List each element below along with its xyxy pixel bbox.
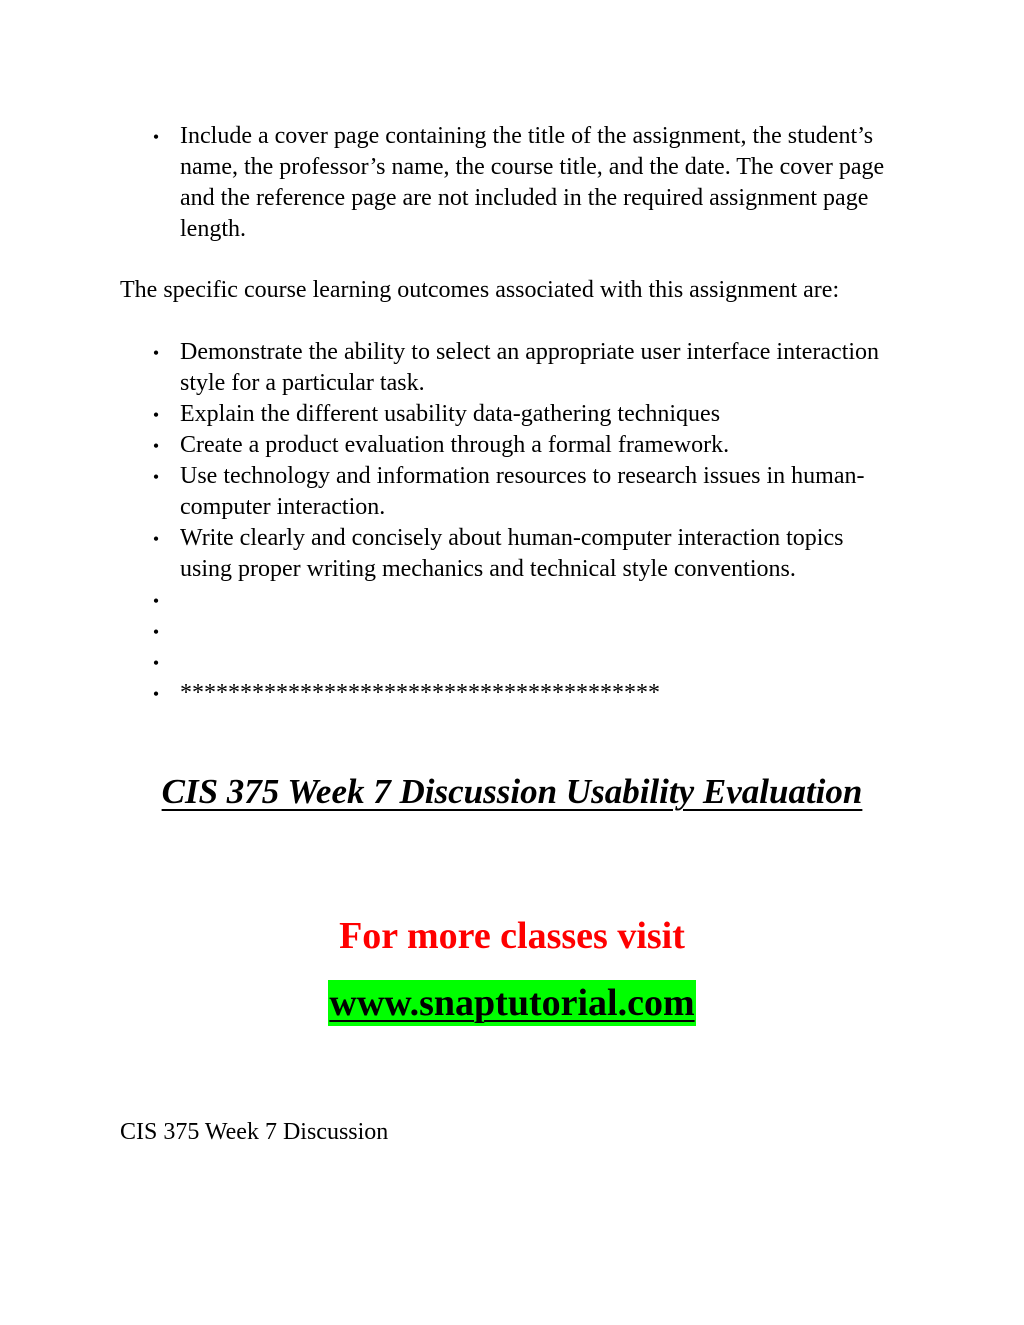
list-item <box>0 430 900 461</box>
bullet-icon: • <box>152 684 160 704</box>
bullet-text: Include a cover page containing the title of the assignment, the student’s name, the professor’s name, the course title, and the date. The cover page and the reference page are not included in the required assignment page length. <box>180 123 885 242</box>
outcomes-intro: The specific course learning outcomes associated with this assignment are: <box>120 277 840 303</box>
learning-outcomes-list <box>0 337 900 709</box>
bullet-icon: • <box>152 436 160 456</box>
bullet-icon: • <box>152 405 160 425</box>
bullet-icon: • <box>152 343 160 363</box>
list-item <box>0 616 900 647</box>
bullet-icon: • <box>152 127 160 147</box>
list-item <box>0 523 900 585</box>
bullet-text: **************************************** <box>180 680 660 706</box>
list-item <box>0 461 900 523</box>
list-item <box>0 585 900 616</box>
bullet-icon: • <box>152 622 160 642</box>
bullet-icon: • <box>152 529 160 549</box>
bullet-icon: • <box>152 467 160 487</box>
website-link[interactable]: www.snaptutorial.com <box>329 982 695 1024</box>
bullet-text: Create a product evaluation through a formal framework. <box>180 432 730 458</box>
bullet-text: Use technology and information resources to research issues in human-computer interaction. <box>180 463 865 520</box>
bullet-icon: • <box>152 591 160 611</box>
page-title: CIS 375 Week 7 Discussion Usability Evaluation <box>161 772 863 811</box>
bullet-text: Explain the different usability data-gathering techniques <box>180 401 721 427</box>
cover-page-bullet-list <box>0 121 900 245</box>
list-item <box>0 337 900 399</box>
promo-text: For more classes visit <box>339 915 685 957</box>
bullet-icon: • <box>152 653 160 673</box>
section-heading: CIS 375 Week 7 Discussion <box>120 1119 389 1145</box>
link-container <box>0 980 1024 1026</box>
list-item <box>0 647 900 678</box>
bullet-text: Demonstrate the ability to select an appropriate user interface interaction style for a particular task. <box>180 339 880 396</box>
list-item <box>0 399 900 430</box>
bullet-text: Write clearly and concisely about human-computer interaction topics using proper writing mechanics and technical style conventions. <box>180 525 844 582</box>
list-item <box>0 121 900 245</box>
list-item <box>0 678 900 709</box>
